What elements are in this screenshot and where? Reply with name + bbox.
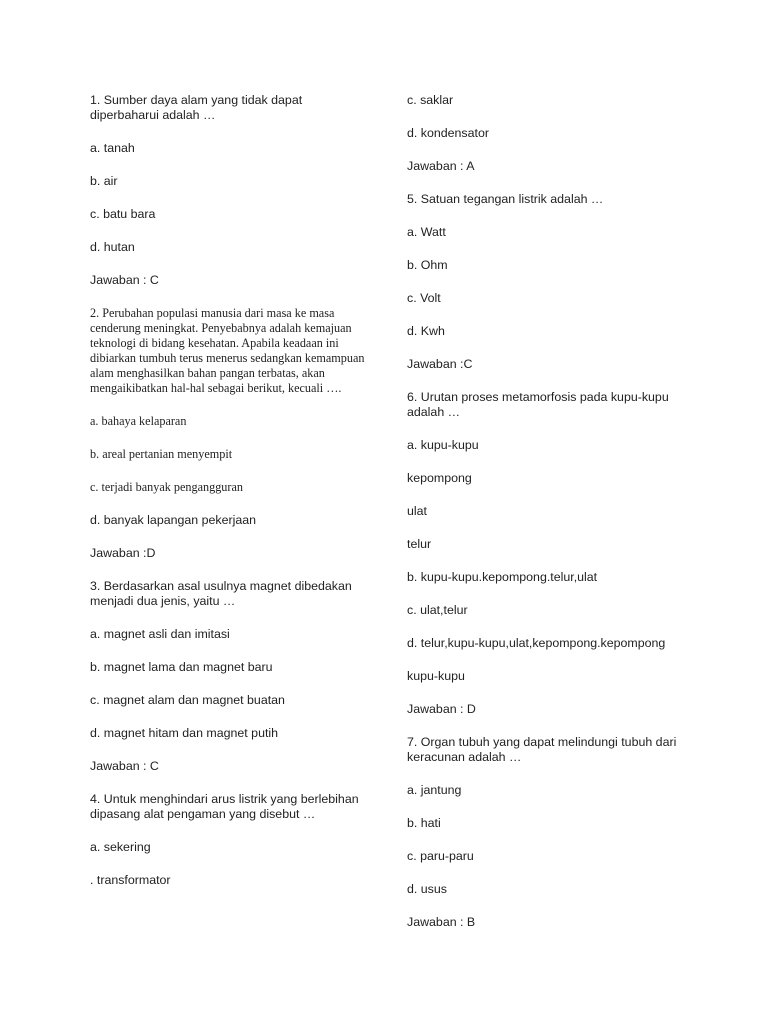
answer-option: a. tanah xyxy=(90,141,135,155)
answer-option: c. Volt xyxy=(407,291,441,305)
answer-option: c. batu bara xyxy=(90,207,156,221)
answer-key: Jawaban : D xyxy=(407,702,476,716)
answer-option: a. sekering xyxy=(90,840,151,854)
answer-option: b. areal pertanian menyempit xyxy=(90,447,233,461)
option-continuation: kupu-kupu xyxy=(407,669,465,683)
question-text: 2. Perubahan populasi manusia dari masa ke masa cenderung meningkat. Penyebabnya adalah kemajuan teknologi di bidang kesehatan. Apabila keadaan ini dibiarkan tumbuh terus menerus sedangkan kemampuan alam menghasilkan bahan pangan terbatas, akan mengaikibatkan hal-hal sebagai berikut, kecuali …. xyxy=(90,306,368,395)
question-text: 3. Berdasarkan asal usulnya magnet dibedakan menjadi dua jenis, yaitu … xyxy=(90,579,356,608)
answer-key: Jawaban : A xyxy=(407,159,475,173)
answer-option: a. kupu-kupu xyxy=(407,438,479,452)
answer-key: Jawaban : B xyxy=(407,915,476,929)
question-text: 7. Organ tubuh yang dapat melindungi tubuh dari keracunan adalah … xyxy=(407,735,680,764)
answer-option: . transformator xyxy=(90,873,171,887)
answer-option: b. kupu-kupu.kepompong.telur,ulat xyxy=(407,570,598,584)
option-continuation: telur xyxy=(407,537,432,551)
answer-option: b. air xyxy=(90,174,118,188)
answer-option: c. magnet alam dan magnet buatan xyxy=(90,693,285,707)
option-continuation: ulat xyxy=(407,504,427,518)
right-column xyxy=(407,93,697,948)
question-text: 6. Urutan proses metamorfosis pada kupu-kupu adalah … xyxy=(407,390,673,419)
answer-key: Jawaban : C xyxy=(90,759,159,773)
answer-option: d. telur,kupu-kupu,ulat,kepompong.kepompong xyxy=(407,636,666,650)
answer-key: Jawaban : C xyxy=(90,273,159,287)
question-text: 5. Satuan tegangan listrik adalah … xyxy=(407,192,604,206)
answer-option: b. Ohm xyxy=(407,258,448,272)
answer-option: c. saklar xyxy=(407,93,454,107)
answer-option: d. magnet hitam dan magnet putih xyxy=(90,726,279,740)
option-continuation: kepompong xyxy=(407,471,472,485)
answer-option: c. ulat,telur xyxy=(407,603,468,617)
answer-option: c. terjadi banyak pengangguran xyxy=(90,480,243,494)
answer-option: d. usus xyxy=(407,882,447,896)
answer-option: b. magnet lama dan magnet baru xyxy=(90,660,273,674)
answer-option: a. magnet asli dan imitasi xyxy=(90,627,230,641)
question-text: 4. Untuk menghindari arus listrik yang berlebihan dipasang alat pengaman yang disebut … xyxy=(90,792,363,821)
question-text: 1. Sumber daya alam yang tidak dapat diperbaharui adalah … xyxy=(90,93,306,122)
answer-option: d. Kwh xyxy=(407,324,445,338)
left-column xyxy=(90,93,372,906)
answer-option: b. hati xyxy=(407,816,441,830)
answer-key: Jawaban :D xyxy=(90,546,156,560)
answer-option: c. paru-paru xyxy=(407,849,474,863)
answer-option: d. hutan xyxy=(90,240,135,254)
answer-option: d. kondensator xyxy=(407,126,489,140)
answer-option: a. Watt xyxy=(407,225,446,239)
answer-key: Jawaban :C xyxy=(407,357,473,371)
answer-option: d. banyak lapangan pekerjaan xyxy=(90,513,257,527)
answer-option: a. bahaya kelaparan xyxy=(90,414,187,428)
answer-option: a. jantung xyxy=(407,783,462,797)
